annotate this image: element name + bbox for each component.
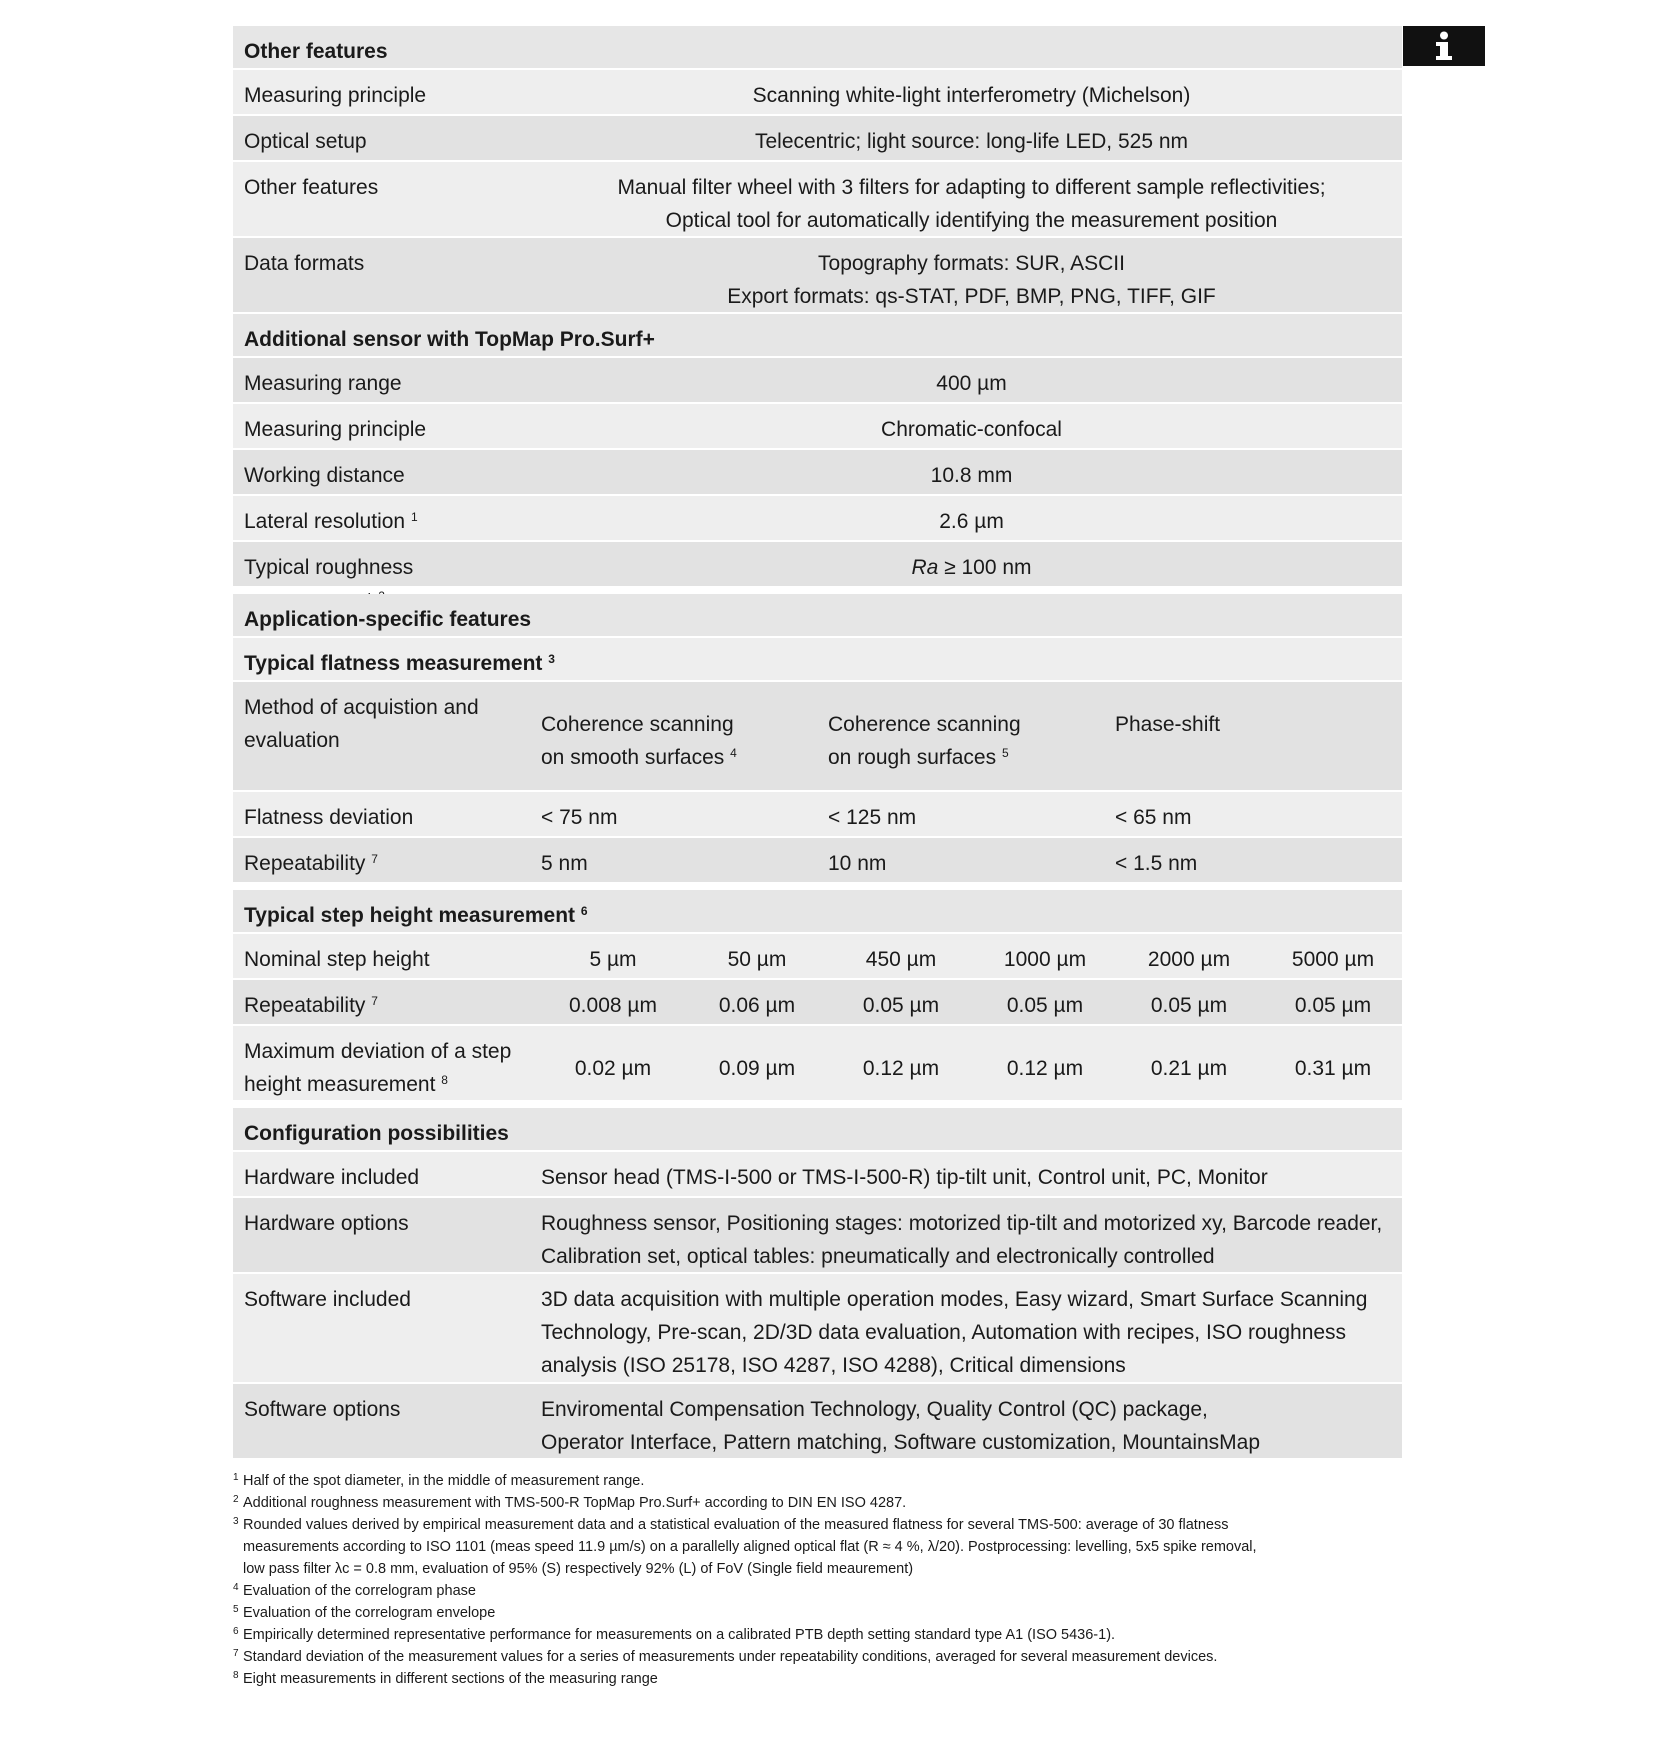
subsection-header-flatness: Typical flatness measurement $^3$ [233,638,1402,682]
footnote-continuation: measurements according to ISO 1101 (meas speed 11.9 µm/s) on a parallelly aligned optical flat (R ≈ 4 %, λ/20). Postprocessing: levelling, 5x5 spike removal, [243,1539,1257,1555]
section-header-other-features: Other features [233,26,1402,70]
table-row: Measuring principle Scanning white-light interferometry (Michelson) [233,70,1402,116]
footnote: 6 Empirically determined representative performance for measurements on a calibrated PTB depth setting standard type A1 (ISO 5436-1). [233,1626,1116,1643]
table-row: Repeatability $^7$ 5 nm 10 nm < 1.5 nm [233,838,1402,884]
subsection-header-step-height: Typical step height measurement $^6$ [233,890,1402,934]
footnote: 5 Evaluation of the correlogram envelope [233,1604,496,1621]
table-row: Measuring range 400 µm [233,358,1402,404]
table-row: Optical setup Telecentric; light source: long-life LED, 525 nm [233,116,1402,162]
footnote: 3 Rounded values derived by empirical measurement data and a statistical evaluation of the measured flatness for several TMS-500: average of 30 flatness [233,1516,1229,1533]
table-row: Typical roughness Ra ≥ 100 nm [233,542,1402,588]
table-row: Software included 3D data acquisition with multiple operation modes, Easy wizard, Smart Surface Scanning Technology, Pre-scan, 2D/3D data evaluation, Automation with recipes, ISO roughness analysis (ISO 25178, ISO 4287, ISO 4288), Critical dimensions [233,1274,1402,1384]
table-row: Software options Enviromental Compensation Technology, Quality Control (QC) package, Operator Interface, Pattern matching, Software customization, MountainsMap [233,1384,1402,1460]
footnote-continuation: low pass filter λc = 0.8 mm, evaluation of 95% (S) respectively 92% (L) of FoV (Single field meaurement) [243,1561,914,1577]
footnote: 4 Evaluation of the correlogram phase [233,1582,476,1599]
footnote: 8 Eight measurements in different sections of the measuring range [233,1670,658,1687]
table-row: Data formats Topography formats: SUR, ASCII Export formats: qs-STAT, PDF, BMP, PNG, TIFF, GIF [233,238,1402,314]
section-header-application: Application-specific features [233,594,1402,638]
table-row: Maximum deviation of a step height measurement $^8$ 0.02 µm 0.09 µm 0.12 µm 0.12 µm 0.21 µm 0.31 µm [233,1026,1402,1102]
section-header-additional-sensor: Additional sensor with TopMap Pro.Surf+ [233,314,1402,358]
info-icon [1433,31,1455,61]
table-row: Working distance 10.8 mm [233,450,1402,496]
table-row: Hardware options Roughness sensor, Positioning stages: motorized tip-tilt and motorized xy, Barcode reader, Calibration set, optical tables: pneumatically and electronically controlled [233,1198,1402,1274]
table-row: Measuring principle Chromatic-confocal [233,404,1402,450]
table-row: Repeatability $^7$ 0.008 µm 0.06 µm 0.05 µm 0.05 µm 0.05 µm 0.05 µm [233,980,1402,1026]
spec-table [233,26,1402,1460]
table-row: Hardware included Sensor head (TMS-I-500 or TMS-I-500-R) tip-tilt unit, Control unit, PC, Monitor [233,1152,1402,1198]
table-row: Lateral resolution $^1$ 2.6 µm [233,496,1402,542]
footnote: 2 Additional roughness measurement with TMS-500-R TopMap Pro.Surf+ according to DIN EN ISO 4287. [233,1494,907,1511]
footnote: 7 Standard deviation of the measurement values for a series of measurements under repeatability conditions, averaged for several measurement devices. [233,1648,1218,1665]
info-badge [1403,26,1485,66]
table-row: Flatness deviation < 75 nm < 125 nm < 65 nm [233,792,1402,838]
section-header-configuration: Configuration possibilities [233,1108,1402,1152]
footnotes [233,1470,1433,1690]
table-row: Method of acquistion and evaluation Coherence scanning on smooth surfaces $^4$ Coherence scanning on rough surfaces $^5$ Phase-shift [233,682,1402,792]
footnote: 1 Half of the spot diameter, in the middle of measurement range. [233,1472,645,1489]
table-row: Other features Manual filter wheel with 3 filters for adapting to different sample reflectivities; Optical tool for automatically identifying the measurement position [233,162,1402,238]
table-row: Nominal step height 5 µm 50 µm 450 µm 1000 µm 2000 µm 5000 µm [233,934,1402,980]
